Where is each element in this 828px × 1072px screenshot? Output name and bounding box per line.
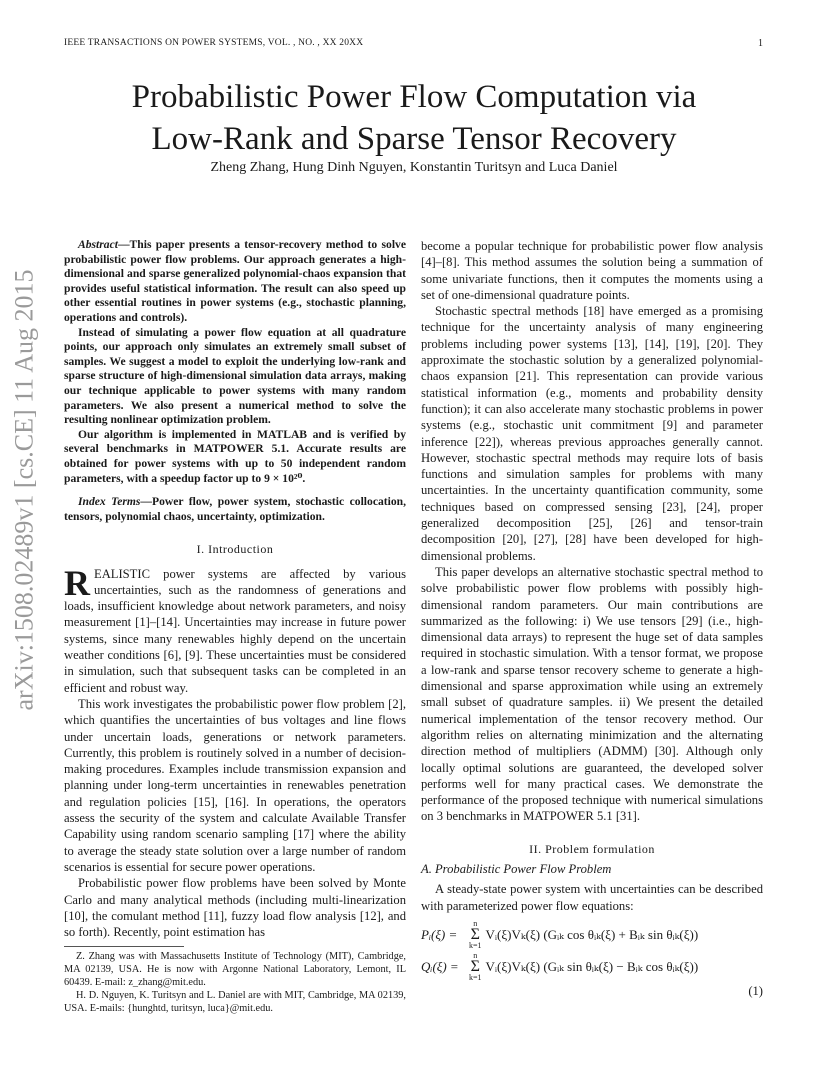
- equation-lhs-q: Qᵢ(ξ) =: [421, 958, 459, 974]
- paper-title: [0, 76, 828, 160]
- right-p3: This paper develops an alternative stochastic spectral method to solve probabilistic power flow problems with possibly high-dimensional random parameters. Our main contributions are summarized as the following: i) We use tensors [29] (i.e., high-dimensional data arrays) to represent the huge set of data samples required in stochastic simulation. With a tensor format, we propose a low-rank and sparse tensor recovery scheme to generate a high-dimensional and sparse approximation while using an extremely small subset of quadrature samples. ii) We present the detailed numerical implementation of the tensor recovery method. Our algorithm relies on alternating minimization and the alternating direction method of multipliers (ADMM) [30]. Although only locally optimal solutions are guaranteed, the developed solver performs well for many practical cases. We demonstrate the performance of the proposed technique with numerical simulations on 3 benchmarks in MATPOWER 5.1 [31].: [421, 564, 763, 824]
- sum-lower: k=1: [469, 940, 482, 950]
- arxiv-identifier-text[interactable]: arXiv:1508.02489v1 [cs.CE] 11 Aug 2015: [9, 269, 38, 711]
- right-p2: Stochastic spectral methods [18] have emerged as a promising technique for the uncertainty analysis of many engineering problems including power systems [13], [14], [19], [20]. They approximate the stochastic solution by a generalized polynomial-chaos expansion [21]. This representation can provide various statistical information (e.g., moments and probability density function); it can also accelerate many stochastic problems in power systems (e.g., stochastic unit commitment [9] and parameter inference [22]), whereas previous approaches generally cannot. However, stochastic spectral methods may require lots of basis functions and simulation samples for problems with many uncertainties. In the uncertainty quantification community, some techniques based on compressed sensing [23], [24], proper generalized decomposition [25], [26] and tensor-train decomposition [20], [27], [28] have been developed for high-dimensional problems.: [421, 304, 763, 563]
- author-list: Zheng Zhang, Hung Dinh Nguyen, Konstantin Turitsyn and Luca Daniel: [210, 160, 618, 175]
- abstract: [64, 238, 406, 524]
- abstract-p1: —This paper presents a tensor-recovery method to solve probabilistic power flow problems. Our approach generates a high-dimensional and sparse generalized polynomial-chaos expansion that provides useful statistical information. The result can also speed up other essential routines in power systems (e.g., stochastic planning, operations and controls).: [64, 238, 406, 324]
- equation-number: (1): [748, 983, 763, 998]
- intro-p2: This work investigates the probabilistic power flow problem [2], which quantifies the uncertainties of bus voltages and line flows under uncertain loads, generations or network parameters. Currently, this problem is routinely solved in a number of decision-making procedures. Examples include transmission expansion and planning under long-term uncertainties in renewables penetration and regulation policies [15], [16]. In operations, the operators assess the security of the system and calculate Available Transfer Capability using random scenario sampling [17] where the ability to average the steady state solution over a large number of random scenarios is essential for secure power operations.: [64, 696, 406, 874]
- abstract-p2: Instead of simulating a power flow equation at all quadrature points, our approach only simulates an extremely small subset of samples. We suggest a model to exploit the underlying low-rank and sparse structure of high-dimensional simulation data arrays, making our technique applicable to power systems with many random parameters. We also present a numerical method to solve the resulting nonlinear optimization problem.: [64, 325, 406, 427]
- sum-lower: k=1: [469, 972, 482, 982]
- summation-symbol: [469, 952, 482, 982]
- equation-row-p: [421, 920, 763, 950]
- right-p1: become a popular technique for probabilistic power flow analysis [4]–[8]. This method assumes the solution being a summation of some univariate functions, then it computes the moments using a set of one-dimensional quadrature points.: [421, 239, 763, 302]
- title-line-1: Probabilistic Power Flow Computation via: [131, 79, 697, 115]
- summation-symbol: [469, 920, 482, 950]
- arxiv-identifier[interactable]: [8, 245, 40, 735]
- abstract-label: Abstract: [78, 238, 118, 251]
- drop-cap: R: [64, 562, 90, 603]
- equation-lhs-p: Pᵢ(ξ) =: [421, 926, 458, 942]
- section-heading-introduction: I. Introduction: [196, 542, 274, 557]
- footnote-1: Z. Zhang was with Massachusetts Institute of Technology (MIT), Cambridge, MA 02139, USA. He is now with Argonne National Laboratory, Lemont, IL 60439. E-mail: z_zhang@mit.edu.: [64, 951, 406, 988]
- equation-rhs-p: Vᵢ(ξ)Vₖ(ξ) (Gᵢₖ cos θᵢₖ(ξ) + Bᵢₖ sin θᵢₖ(ξ)): [485, 926, 699, 942]
- page-number: 1: [758, 38, 763, 49]
- title-line-2: Low-Rank and Sparse Tensor Recovery: [151, 121, 677, 157]
- equation-rhs-q: Vᵢ(ξ)Vₖ(ξ) (Gᵢₖ sin θᵢₖ(ξ) − Bᵢₖ cos θᵢₖ(ξ)): [485, 958, 699, 974]
- footnote-2: H. D. Nguyen, K. Turitsyn and L. Daniel are with MIT, Cambridge, MA 02139, USA. E-mails: {hunghtd, turitsyn, luca}@mit.edu.: [64, 989, 406, 1014]
- index-terms-text: —Power flow, power system, stochastic collocation, tensors, polynomial chaos, uncertainty, optimization.: [64, 495, 406, 523]
- sigma-icon: Σ: [470, 925, 480, 943]
- abstract-p3: Our algorithm is implemented in MATLAB and is verified by several benchmarks in MATPOWER 5.1. Accurate results are obtained for power systems with up to 50 independent random parameters, with a speedup factor up to 9 × 10²⁰.: [64, 427, 406, 485]
- running-header: IEEE TRANSACTIONS ON POWER SYSTEMS, VOL. , NO. , XX 20XX: [64, 38, 364, 48]
- index-terms-label: Index Terms: [78, 495, 141, 509]
- left-column: [64, 238, 406, 1015]
- right-column: [421, 238, 763, 1000]
- section-heading-problem-formulation: II. Problem formulation: [529, 841, 655, 856]
- equation-1: [421, 920, 763, 1000]
- sigma-icon: Σ: [470, 957, 480, 975]
- sum-upper: n: [473, 918, 478, 928]
- equation-row-q: [421, 952, 763, 982]
- sum-upper: n: [473, 950, 478, 960]
- intro-p3: Probabilistic power flow problems have been solved by Monte Carlo and many analytical methods (including multi-linearization [10], the comulant method [11], fuzzy load flow analysis [12], and so forth). Recently, point estimation has: [64, 876, 406, 940]
- right-p4: A steady-state power system with uncertainties can be described with parameterized power flow equations:: [421, 882, 763, 913]
- footnote-divider: [64, 946, 184, 947]
- subsection-heading-a: A. Probabilistic Power Flow Problem: [421, 861, 612, 876]
- intro-p1: EALISTIC power systems are affected by various uncertainties, such as the randomness of generations and loads, insufficient knowledge about network parameters, and noisy measurement [1]–[14]. Uncertainties may increase in future power systems, since many renewables highly depend on the uncertain weather conditions [6], [9]. These uncertainties must be considered in simulation, such that subsequent tasks can be completed in an efficient and robust way.: [64, 566, 406, 695]
